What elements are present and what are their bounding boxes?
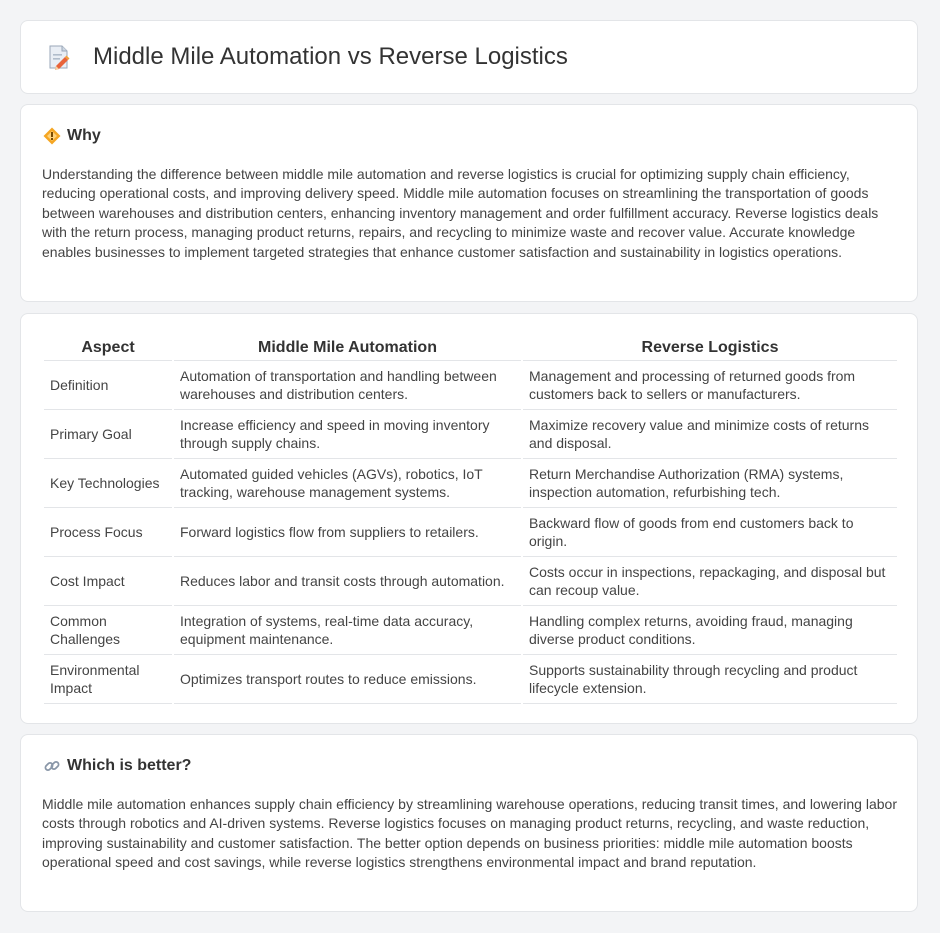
title-card [20, 20, 918, 94]
aspect-cell: Key Technologies [44, 459, 172, 508]
better-text: Middle mile automation enhances supply chain efficiency by streamlining warehouse operations, reducing transit times, and lowering labor costs through robotics and AI-driven systems. Reverse logistics focuses on managing product returns, recycling, and waste reduction, improving sustainability and customer satisfaction. The better option depends on business priorities: middle mile automation boosts operational speed and cost savings, while reverse logistics strengthens environmental impact and brand reputation. [42, 796, 897, 871]
middle-mile-cell: Optimizes transport routes to reduce emissions. [174, 655, 521, 704]
table-row [44, 508, 897, 557]
document-pencil-icon [47, 43, 71, 71]
reverse-logistics-cell: Handling complex returns, avoiding fraud, managing diverse product conditions. [523, 606, 897, 655]
reverse-logistics-cell: Management and processing of returned goods from customers back to sellers or manufacturers. [523, 361, 897, 410]
why-text: Understanding the difference between middle mile automation and reverse logistics is crucial for optimizing supply chain efficiency, reducing operational costs, and improving delivery speed. Middle mile automation focuses on streamlining the transportation of goods between warehouses and distribution centers, enhancing inventory management and order fulfillment accuracy. Reverse logistics deals with the return process, managing product returns, repairs, and recycling to minimize waste and recover value. Accurate knowledge enables businesses to implement targeted strategies that enhance customer satisfaction and sustainability in logistics operations. [42, 166, 879, 260]
header-aspect: Aspect [44, 333, 172, 361]
aspect-cell: Definition [44, 361, 172, 410]
why-section [20, 104, 918, 302]
comparison-section [20, 313, 918, 724]
reverse-logistics-cell: Backward flow of goods from end customers back to origin. [523, 508, 897, 557]
reverse-logistics-cell: Costs occur in inspections, repackaging, and disposal but can recoup value. [523, 557, 897, 606]
table-row [44, 655, 897, 704]
comparison-table [42, 333, 899, 704]
table-row [44, 410, 897, 459]
middle-mile-cell: Integration of systems, real-time data accuracy, equipment maintenance. [174, 606, 521, 655]
link-icon [43, 757, 61, 775]
aspect-cell: Process Focus [44, 508, 172, 557]
aspect-cell: Environmental Impact [44, 655, 172, 704]
better-heading: Which is better? [67, 757, 192, 774]
header-reverse-logistics: Reverse Logistics [523, 333, 897, 361]
middle-mile-cell: Increase efficiency and speed in moving inventory through supply chains. [174, 410, 521, 459]
reverse-logistics-cell: Supports sustainability through recycling and product lifecycle extension. [523, 655, 897, 704]
aspect-cell: Common Challenges [44, 606, 172, 655]
aspect-cell: Primary Goal [44, 410, 172, 459]
reverse-logistics-cell: Maximize recovery value and minimize costs of returns and disposal. [523, 410, 897, 459]
header-middle-mile: Middle Mile Automation [174, 333, 521, 361]
table-header-row [44, 333, 897, 361]
why-heading: Why [67, 127, 101, 144]
table-row [44, 459, 897, 508]
table-row [44, 606, 897, 655]
which-is-better-section [20, 734, 918, 912]
reverse-logistics-cell: Return Merchandise Authorization (RMA) systems, inspection automation, refurbishing tech. [523, 459, 897, 508]
page-title: Middle Mile Automation vs Reverse Logistics [93, 43, 568, 70]
table-row [44, 361, 897, 410]
aspect-cell: Cost Impact [44, 557, 172, 606]
middle-mile-cell: Reduces labor and transit costs through automation. [174, 557, 521, 606]
middle-mile-cell: Automated guided vehicles (AGVs), robotics, IoT tracking, warehouse management systems. [174, 459, 521, 508]
diamond-sign-icon [43, 127, 61, 145]
middle-mile-cell: Forward logistics flow from suppliers to retailers. [174, 508, 521, 557]
table-row [44, 557, 897, 606]
middle-mile-cell: Automation of transportation and handling between warehouses and distribution centers. [174, 361, 521, 410]
